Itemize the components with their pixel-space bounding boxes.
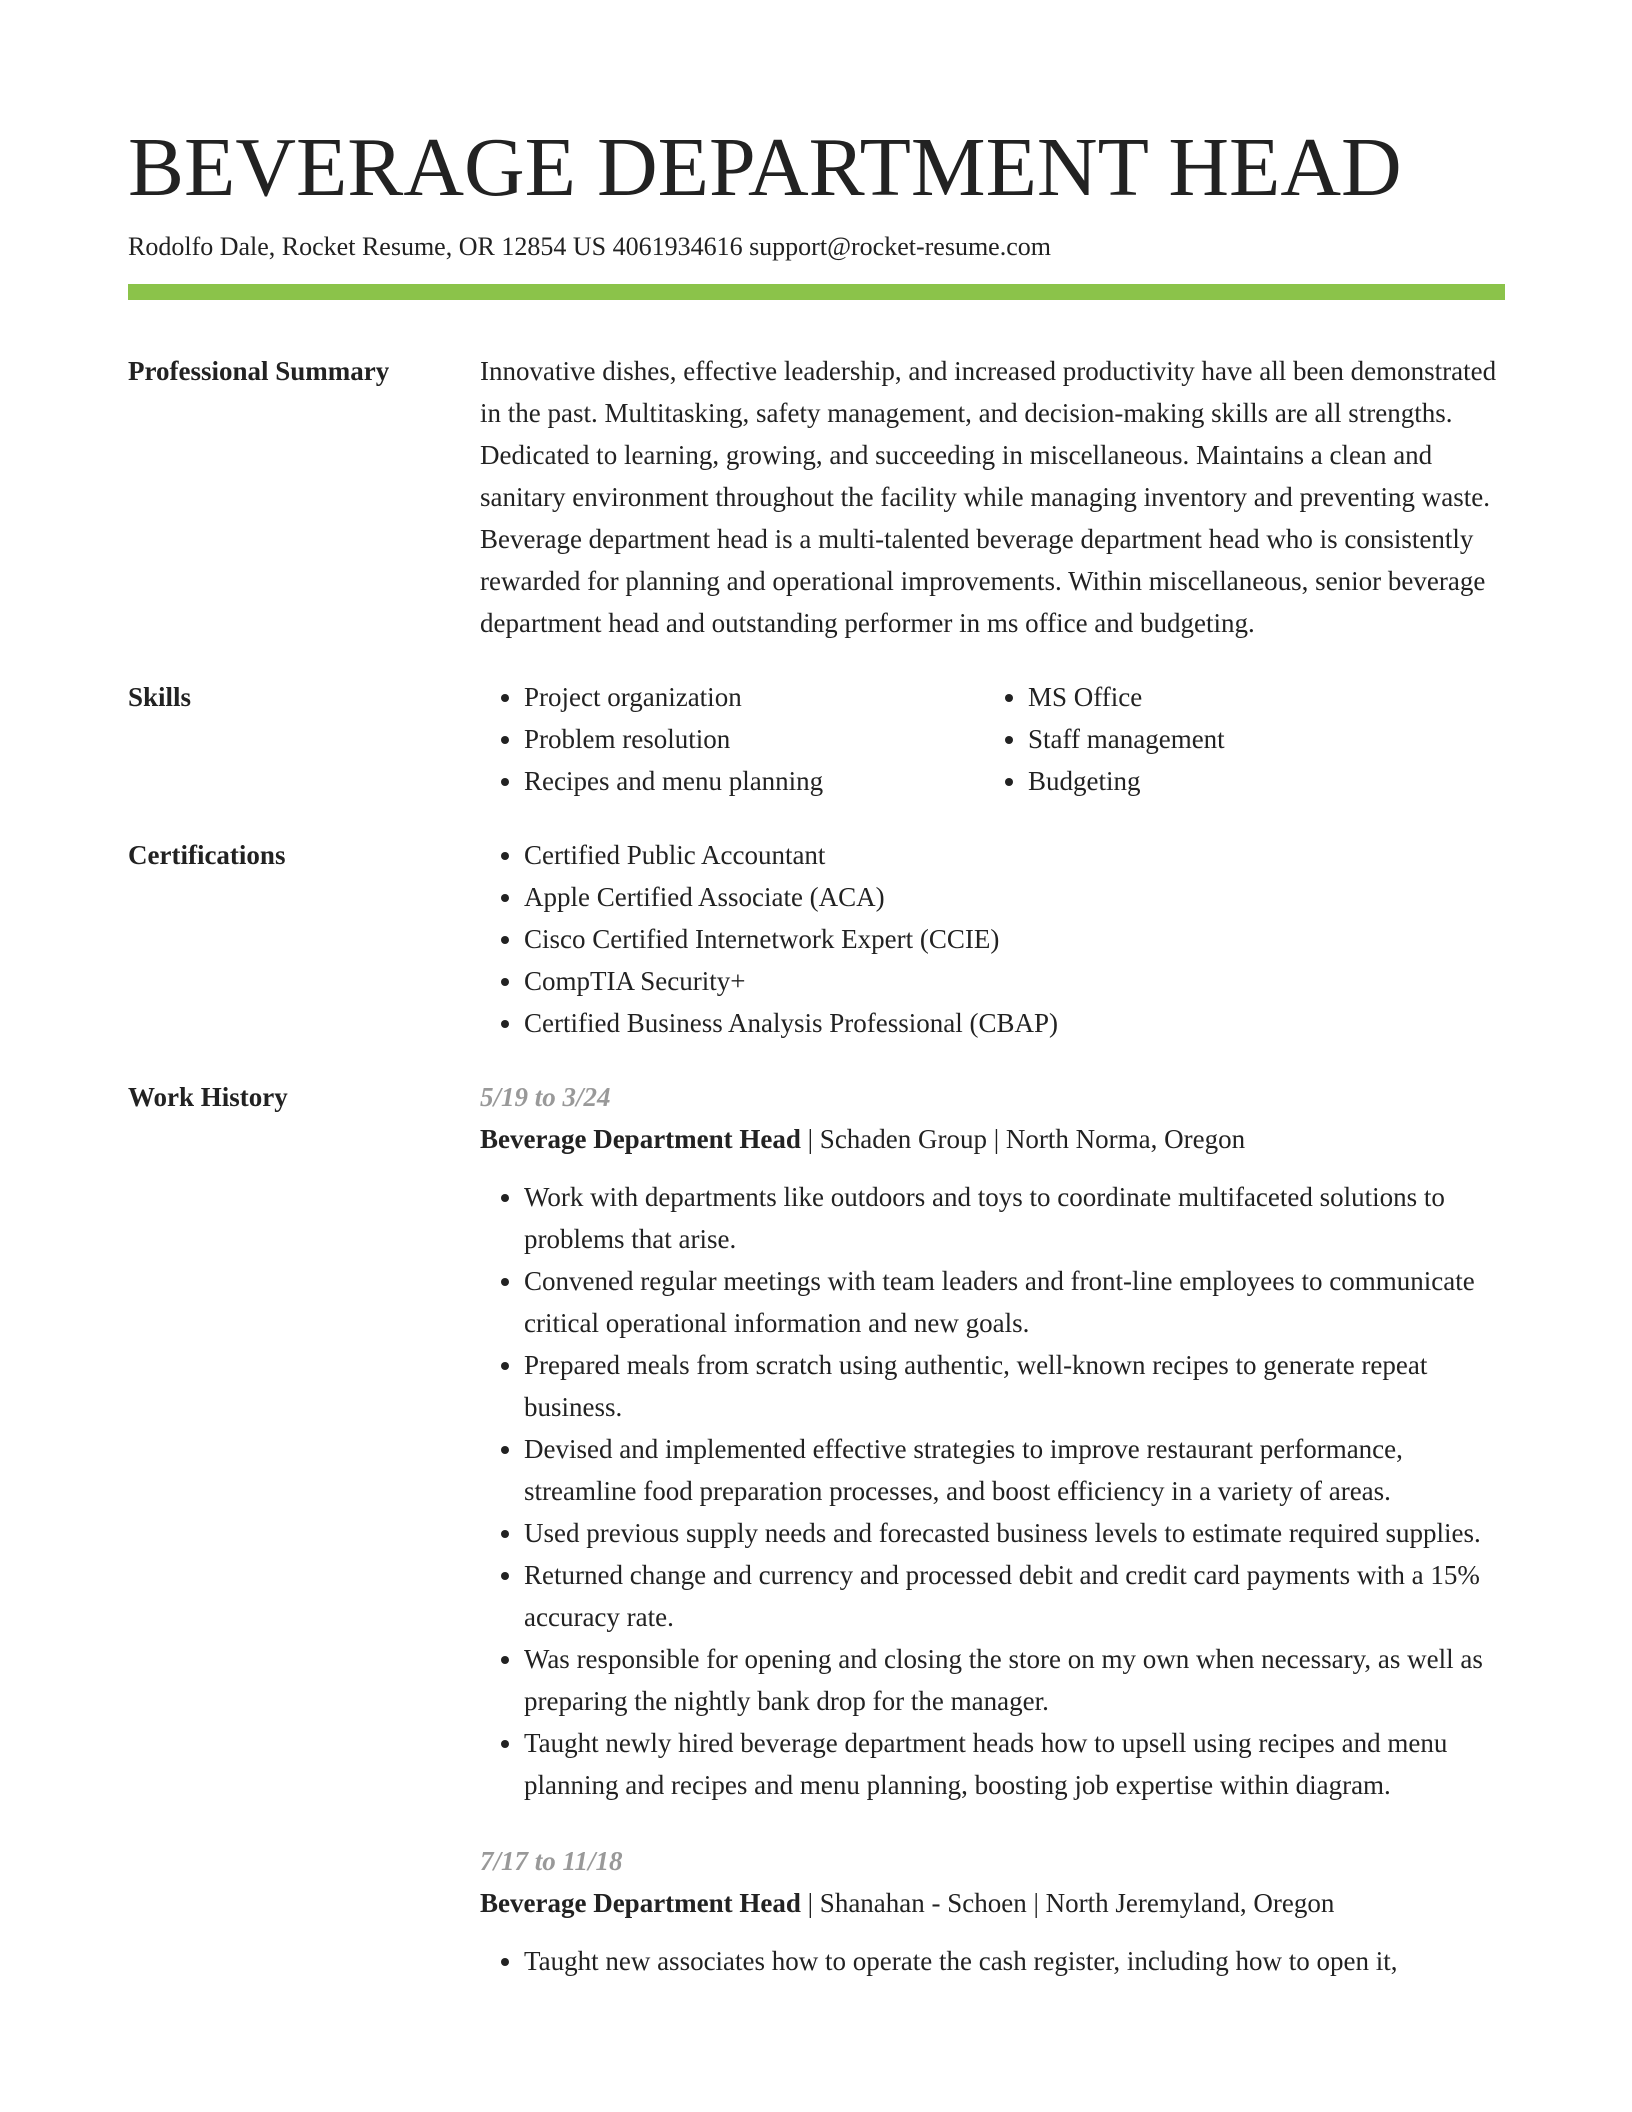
list-item: • Cisco Certified Internetwork Expert (CCIE) (524, 918, 1505, 960)
section-body-certifications (480, 834, 1505, 1044)
section-certifications (128, 834, 1505, 1044)
list-item: • Returned change and currency and processed debit and credit card payments with a 15% accuracy rate. (524, 1554, 1505, 1638)
skills-list-right (984, 676, 1488, 802)
section-label-skills: Skills (128, 682, 192, 712)
resume-sections (128, 350, 1505, 2016)
list-item: • Budgeting (1028, 760, 1488, 802)
resume-title: BEVERAGE DEPARTMENT HEAD (128, 121, 1402, 214)
skills-column-right (984, 676, 1488, 802)
header-divider (128, 284, 1505, 300)
section-work-history (128, 1076, 1505, 2016)
list-item: • Used previous supply needs and forecasted business levels to estimate required supplies. (524, 1512, 1505, 1554)
job-heading (480, 1882, 1505, 1924)
list-item: • Devised and implemented effective strategies to improve restaurant performance, streamline food preparation processes, and boost efficiency in a variety of areas. (524, 1428, 1505, 1512)
list-item: • Prepared meals from scratch using authentic, well-known recipes to generate repeat business. (524, 1344, 1505, 1428)
section-body-skills (480, 676, 1505, 802)
list-item: • Taught new associates how to operate the cash register, including how to open it, (524, 1940, 1505, 1982)
job-employer-location: | Schaden Group | North Norma, Oregon (800, 1124, 1246, 1154)
skills-list-left (480, 676, 984, 802)
list-item: • Apple Certified Associate (ACA) (524, 876, 1505, 918)
job-entry (480, 1076, 1505, 1806)
certifications-list (480, 834, 1505, 1044)
list-item: • Was responsible for opening and closing the store on my own when necessary, as well as preparing the nightly bank drop for the manager. (524, 1638, 1505, 1722)
list-item: • Work with departments like outdoors and toys to coordinate multifaceted solutions to problems that arise. (524, 1176, 1505, 1260)
list-item: • Project organization (524, 676, 984, 718)
job-dates: 5/19 to 3/24 (480, 1082, 611, 1112)
list-item: • Recipes and menu planning (524, 760, 984, 802)
list-item: • Taught newly hired beverage department heads how to upsell using recipes and menu planning and recipes and menu planning, boosting job expertise within diagram. (524, 1722, 1505, 1806)
skills-column-left (480, 676, 984, 802)
contact-line: Rodolfo Dale, Rocket Resume, OR 12854 US 4061934616 support@rocket-resume.com (128, 232, 1051, 261)
list-item: • MS Office (1028, 676, 1488, 718)
resume-page (128, 118, 1505, 2048)
job-employer-location: | Shanahan - Schoen | North Jeremyland, Oregon (800, 1888, 1335, 1918)
list-item: • Problem resolution (524, 718, 984, 760)
summary-text: Innovative dishes, effective leadership, and increased productivity have all been demonstrated in the past. Multitasking, safety management, and decision-making skills are all strengths. Dedicated to learning, growing, and succeeding in miscellaneous. Maintains a clean and sanitary environment throughout the facility while managing inventory and preventing waste. Beverage department head is a multi-talented beverage department head who is consistently rewarded for planning and operational improvements. Within miscellaneous, senior beverage department head and outstanding performer in ms office and budgeting. (480, 356, 1497, 638)
section-body-work-history (480, 1076, 1505, 2016)
section-summary (128, 350, 1505, 644)
section-body-summary (480, 350, 1505, 644)
job-bullets (480, 1176, 1505, 1806)
list-item: • CompTIA Security+ (524, 960, 1505, 1002)
section-skills (128, 676, 1505, 802)
list-item: • Staff management (1028, 718, 1488, 760)
job-title: Beverage Department Head (480, 1124, 801, 1154)
job-title: Beverage Department Head (480, 1888, 801, 1918)
section-label-certifications: Certifications (128, 840, 286, 870)
section-label-summary: Professional Summary (128, 356, 390, 386)
job-heading (480, 1118, 1505, 1160)
job-bullets (480, 1940, 1505, 1982)
list-item: • Certified Public Accountant (524, 834, 1505, 876)
list-item: • Certified Business Analysis Professional (CBAP) (524, 1002, 1505, 1044)
job-dates: 7/17 to 11/18 (480, 1846, 623, 1876)
section-label-work-history: Work History (128, 1082, 288, 1112)
list-item: • Convened regular meetings with team leaders and front-line employees to communicate critical operational information and new goals. (524, 1260, 1505, 1344)
job-entry (480, 1840, 1505, 1982)
